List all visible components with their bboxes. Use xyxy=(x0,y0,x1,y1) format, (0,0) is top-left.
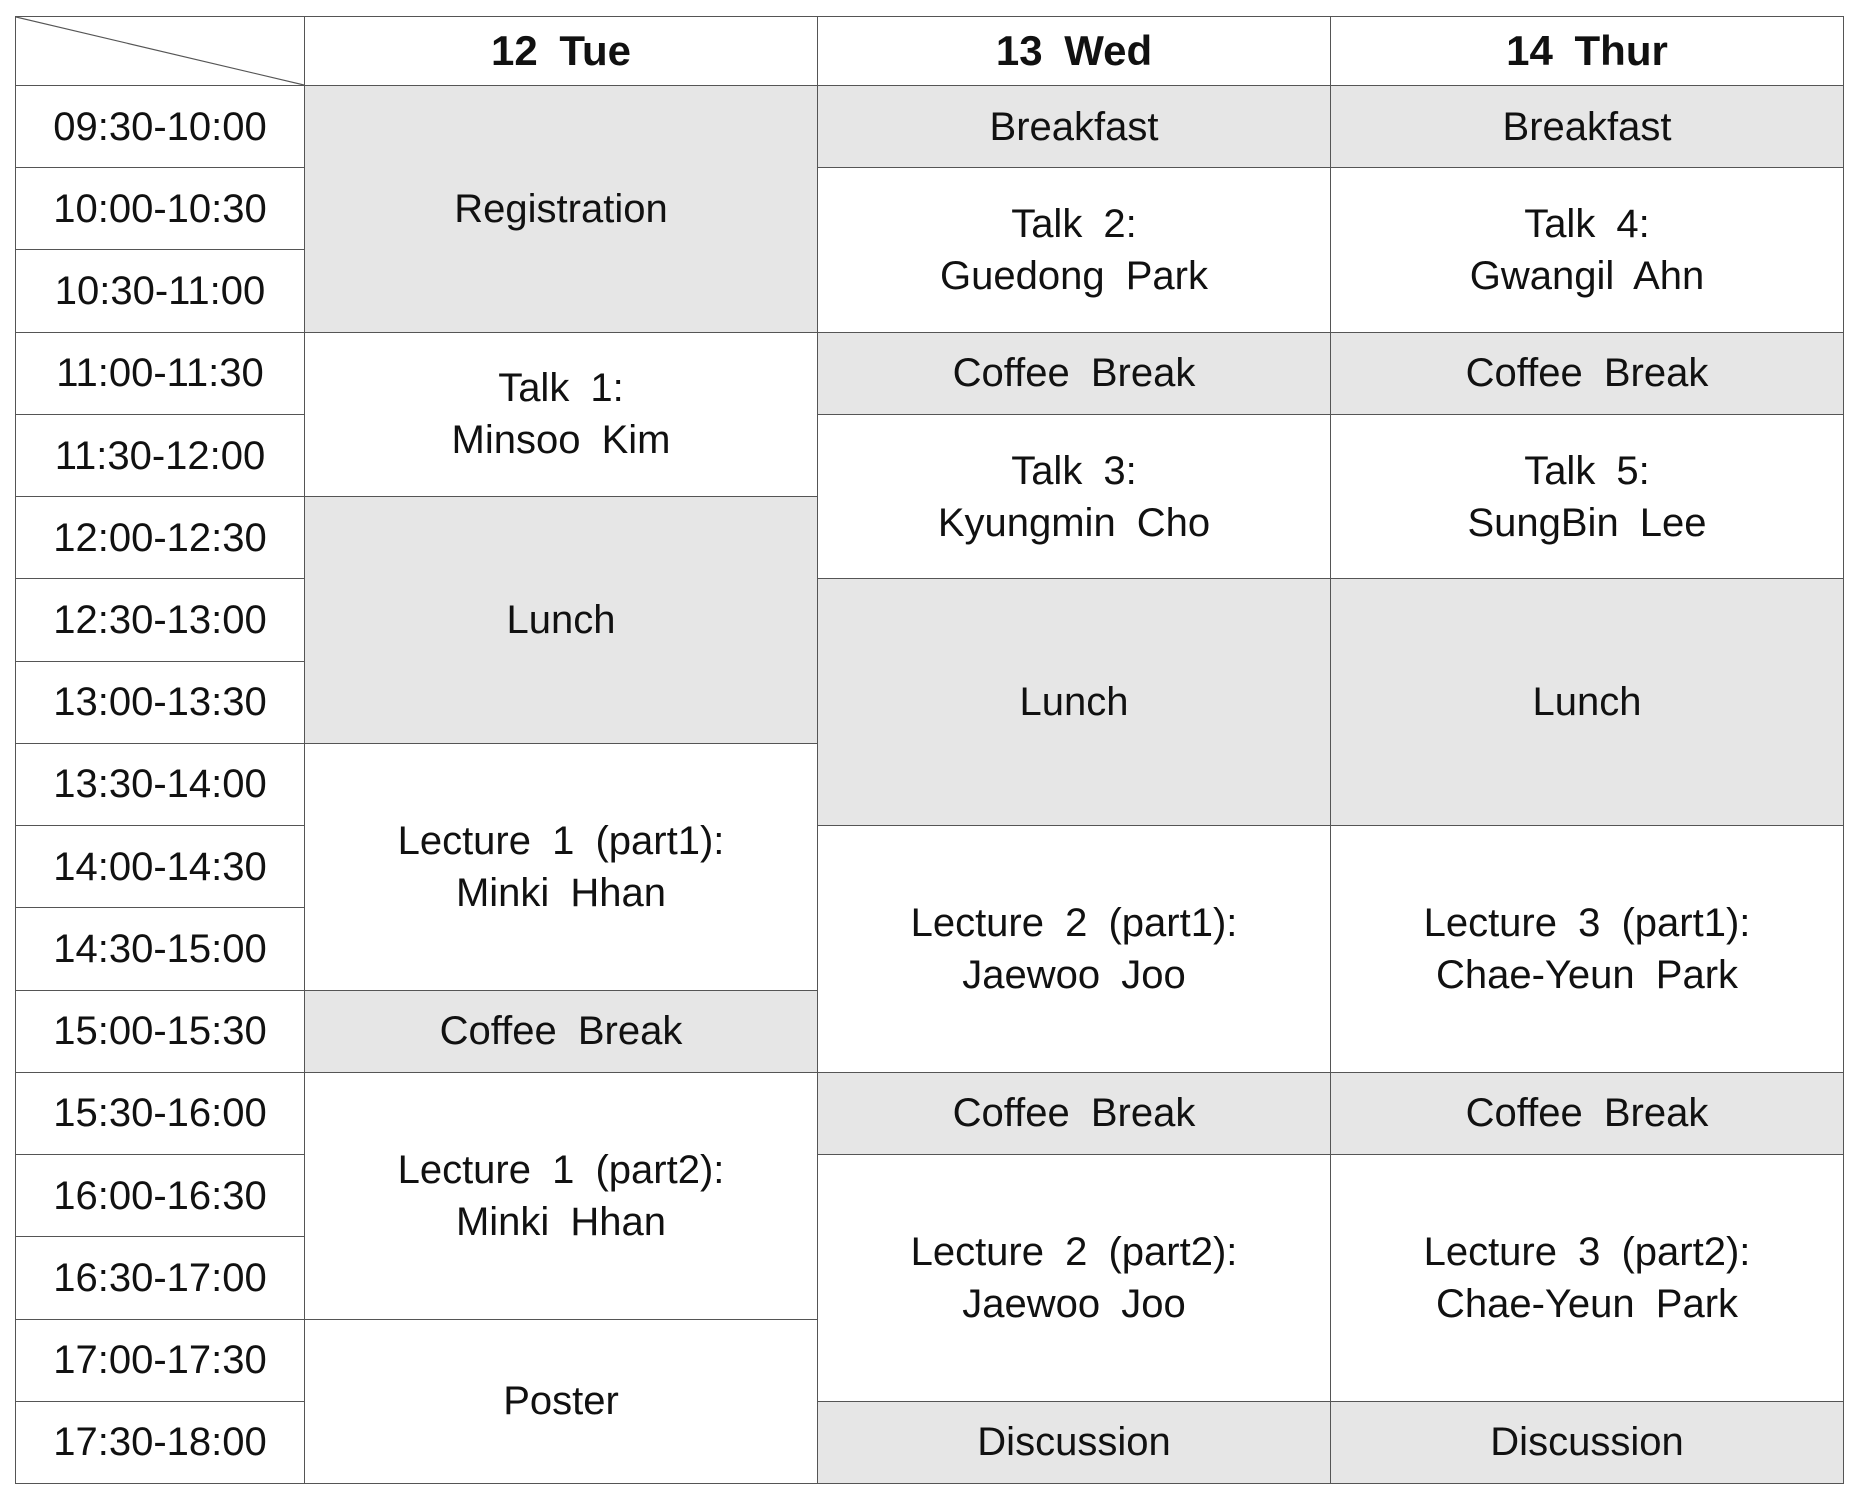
event-talk-3 xyxy=(818,414,1331,578)
time-row xyxy=(16,86,1844,168)
time-slot: 13:30-14:00 xyxy=(16,743,305,825)
event-speaker: Chae-Yeun Park xyxy=(1435,952,1739,997)
corner-cell xyxy=(16,17,305,86)
time-row xyxy=(16,168,1844,250)
schedule-table xyxy=(15,16,1844,1484)
event-talk-5 xyxy=(1331,414,1844,578)
event-breakfast-thu: Breakfast xyxy=(1331,86,1844,168)
event-lunch-thu: Lunch xyxy=(1331,579,1844,826)
event-speaker: Chae-Yeun Park xyxy=(1435,1281,1739,1326)
event-lecture-3-part2 xyxy=(1331,1155,1844,1402)
time-slot: 17:00-17:30 xyxy=(16,1319,305,1401)
event-lecture-3-part1 xyxy=(1331,826,1844,1073)
event-talk-1 xyxy=(305,332,818,496)
event-speaker: Jaewoo Joo xyxy=(962,1281,1186,1326)
diagonal-divider xyxy=(16,17,304,85)
event-title: Talk 4: xyxy=(1524,201,1650,246)
time-slot: 17:30-18:00 xyxy=(16,1401,305,1483)
time-row xyxy=(16,579,1844,661)
event-speaker: Minki Hhan xyxy=(455,1199,667,1244)
event-discussion-wed: Discussion xyxy=(818,1401,1331,1483)
event-title: Lecture 1 (part2): xyxy=(397,1147,725,1192)
event-coffee-break-tue: Coffee Break xyxy=(305,990,818,1072)
event-talk-4 xyxy=(1331,168,1844,332)
event-title: Lecture 2 (part2): xyxy=(910,1229,1238,1274)
time-slot: 16:30-17:00 xyxy=(16,1237,305,1319)
event-lecture-2-part1 xyxy=(818,826,1331,1073)
event-discussion-thu: Discussion xyxy=(1331,1401,1844,1483)
event-lunch-tue: Lunch xyxy=(305,497,818,744)
day-header-thu: 14 Thur xyxy=(1331,17,1844,86)
event-breakfast-wed: Breakfast xyxy=(818,86,1331,168)
event-coffee-break-wed-pm: Coffee Break xyxy=(818,1072,1331,1154)
event-title: Lecture 2 (part1): xyxy=(910,900,1238,945)
time-slot: 11:00-11:30 xyxy=(16,332,305,414)
event-coffee-break-thu-am: Coffee Break xyxy=(1331,332,1844,414)
time-slot: 09:30-10:00 xyxy=(16,86,305,168)
event-speaker: Guedong Park xyxy=(940,253,1208,298)
event-speaker: Jaewoo Joo xyxy=(962,952,1186,997)
time-row xyxy=(16,414,1844,496)
event-title: Lecture 1 (part1): xyxy=(397,818,725,863)
event-lecture-1-part1 xyxy=(305,743,818,990)
event-title: Talk 3: xyxy=(1011,448,1137,493)
event-title: Talk 5: xyxy=(1524,448,1650,493)
time-slot: 13:00-13:30 xyxy=(16,661,305,743)
event-speaker: Minki Hhan xyxy=(455,870,667,915)
event-speaker: Kyungmin Cho xyxy=(937,500,1211,545)
time-row xyxy=(16,1401,1844,1483)
event-lunch-wed: Lunch xyxy=(818,579,1331,826)
event-speaker: SungBin Lee xyxy=(1467,500,1707,545)
time-slot: 10:30-11:00 xyxy=(16,250,305,332)
event-coffee-break-wed-am: Coffee Break xyxy=(818,332,1331,414)
time-slot: 15:30-16:00 xyxy=(16,1072,305,1154)
time-row xyxy=(16,826,1844,908)
day-header-wed: 13 Wed xyxy=(818,17,1331,86)
time-row xyxy=(16,1072,1844,1154)
header-row xyxy=(16,17,1844,86)
time-slot: 16:00-16:30 xyxy=(16,1155,305,1237)
time-slot: 14:00-14:30 xyxy=(16,826,305,908)
event-title: Lecture 3 (part2): xyxy=(1423,1229,1751,1274)
day-header-tue: 12 Tue xyxy=(305,17,818,86)
event-speaker: Gwangil Ahn xyxy=(1469,253,1705,298)
time-row xyxy=(16,1155,1844,1237)
event-registration: Registration xyxy=(305,86,818,333)
event-poster: Poster xyxy=(305,1319,818,1483)
event-talk-2 xyxy=(818,168,1331,332)
event-lecture-1-part2 xyxy=(305,1072,818,1319)
time-slot: 15:00-15:30 xyxy=(16,990,305,1072)
time-slot: 11:30-12:00 xyxy=(16,414,305,496)
time-slot: 14:30-15:00 xyxy=(16,908,305,990)
event-title: Talk 1: xyxy=(498,366,624,411)
time-row xyxy=(16,332,1844,414)
time-slot: 10:00-10:30 xyxy=(16,168,305,250)
event-speaker: Minsoo Kim xyxy=(451,418,671,463)
event-title: Talk 2: xyxy=(1011,201,1137,246)
event-title: Lecture 3 (part1): xyxy=(1423,900,1751,945)
time-slot: 12:30-13:00 xyxy=(16,579,305,661)
event-lecture-2-part2 xyxy=(818,1155,1331,1402)
event-coffee-break-thu-pm: Coffee Break xyxy=(1331,1072,1844,1154)
time-slot: 12:00-12:30 xyxy=(16,497,305,579)
